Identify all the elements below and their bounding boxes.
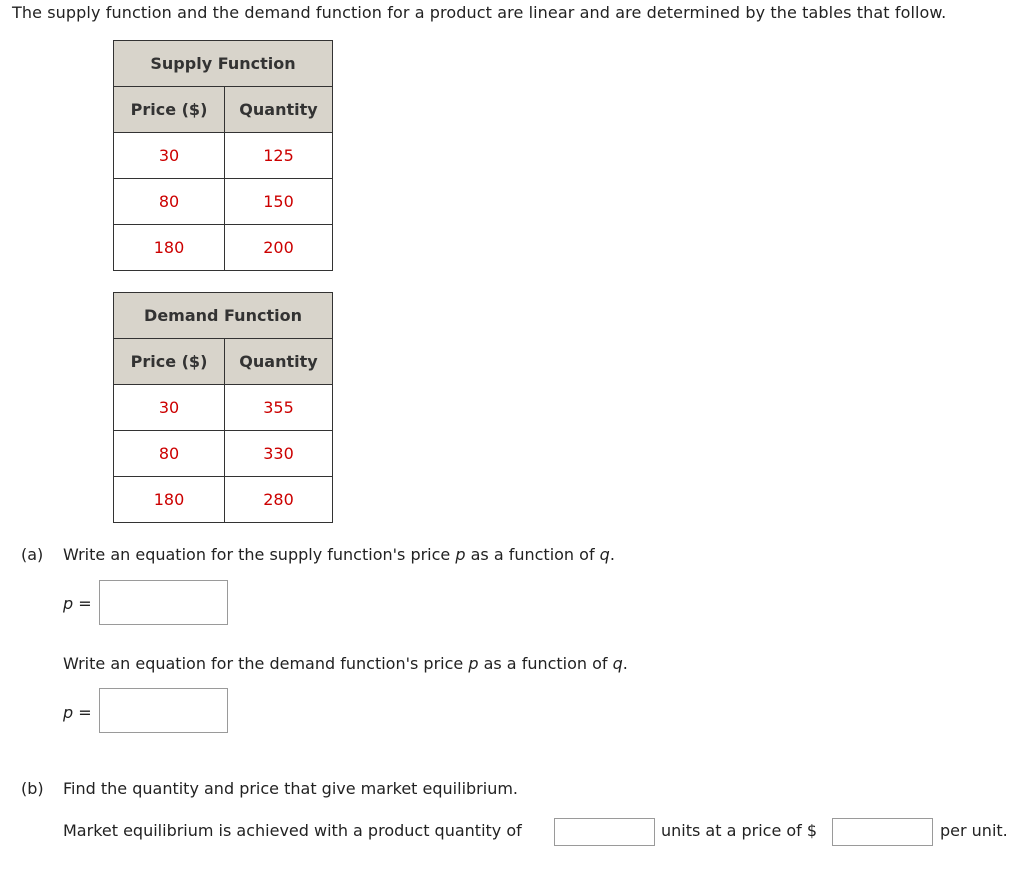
equilibrium-price-input[interactable] [832,818,933,846]
demand-table [113,292,333,523]
equilibrium-sentence-end: per unit. [940,821,1008,840]
supply-price-header: Price ($) [114,87,225,133]
equilibrium-quantity-input[interactable] [554,818,655,846]
table-row [114,179,333,225]
intro-text: The supply function and the demand function for a product are linear and are determined by the tables that follow. [12,3,947,22]
supply-quantity-cell: 150 [225,179,333,225]
demand-price-header: Price ($) [114,339,225,385]
equilibrium-question: Find the quantity and price that give market equilibrium. [63,779,519,798]
table-row [114,477,333,523]
demand-price-cell: 30 [114,385,225,431]
demand-quantity-cell: 330 [225,431,333,477]
supply-quantity-header: Quantity [225,87,333,133]
demand-quantity-cell: 355 [225,385,333,431]
table-row [114,385,333,431]
demand-quantity-header: Quantity [225,339,333,385]
supply-price-cell: 30 [114,133,225,179]
demand-p-label: p = [63,703,92,722]
part-b-label: (b) [21,779,44,798]
equilibrium-sentence-mid: units at a price of $ [661,821,818,840]
table-row [114,133,333,179]
supply-table [113,40,333,271]
supply-quantity-cell: 125 [225,133,333,179]
demand-equation-input[interactable] [99,688,228,733]
supply-price-cell: 180 [114,225,225,271]
demand-quantity-cell: 280 [225,477,333,523]
demand-price-cell: 180 [114,477,225,523]
demand-price-cell: 80 [114,431,225,477]
supply-table-title: Supply Function [114,41,333,87]
table-row [114,431,333,477]
table-row [114,225,333,271]
demand-question: Write an equation for the demand function's price p as a function of q. [63,654,628,673]
equilibrium-sentence-start: Market equilibrium is achieved with a product quantity of [63,821,522,840]
supply-price-cell: 80 [114,179,225,225]
demand-table-title: Demand Function [114,293,333,339]
part-a-label: (a) [21,545,44,564]
supply-question: Write an equation for the supply function's price p as a function of q. [63,545,615,564]
supply-equation-input[interactable] [99,580,228,625]
supply-p-label: p = [63,594,92,613]
supply-quantity-cell: 200 [225,225,333,271]
